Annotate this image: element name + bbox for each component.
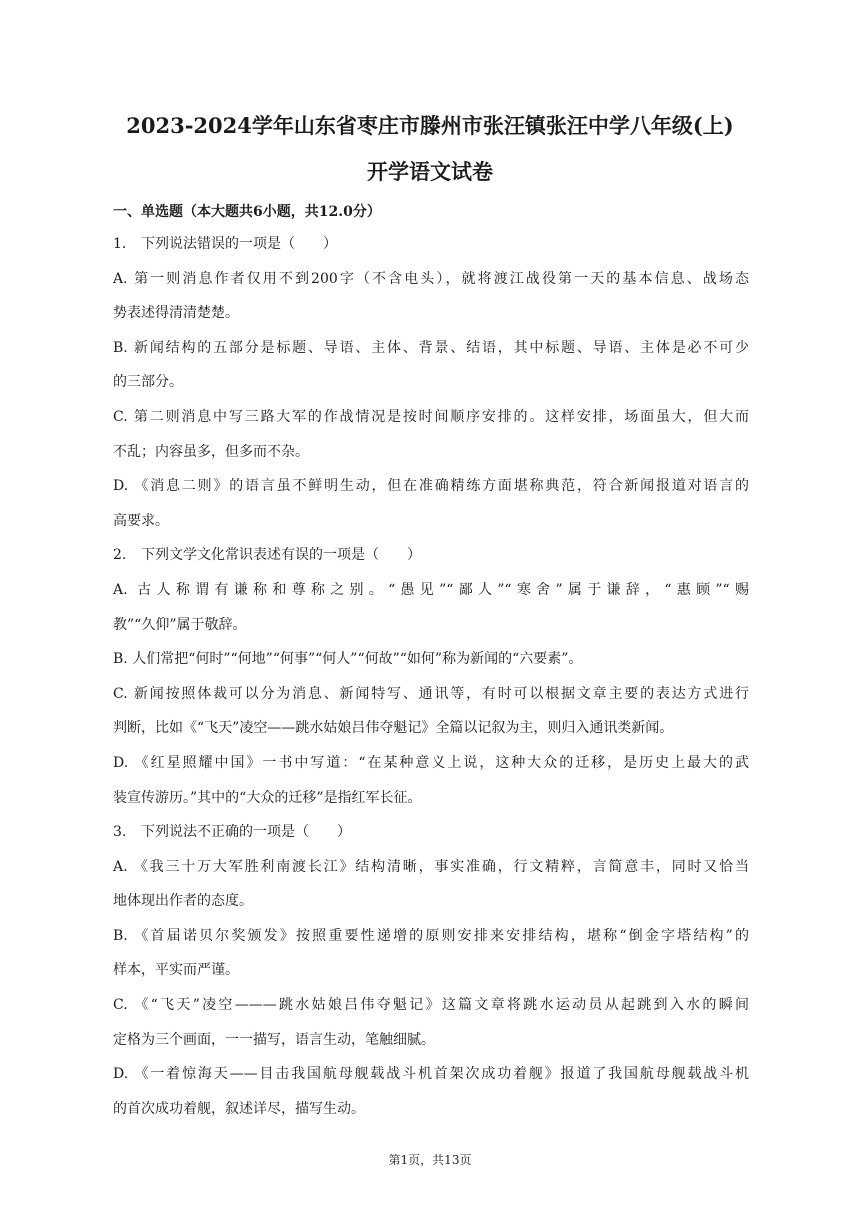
option-line: 的三部分。 [113, 374, 183, 391]
page-footer: 第1页，共13页 [388, 1153, 472, 1167]
option-line: C. 新闻按照体裁可以分为消息、新闻特写、通讯等，有时可以根据文章主要的表达方式进行 [113, 685, 749, 702]
option-line: D. 《消息二则》的语言虽不鲜明生动，但在准确精练方面堪称典范，符合新闻报道对语言的 [113, 478, 749, 495]
option-line: B. 人们常把“何时”“何地”“何事”“何人”“何故”“如何”称为新闻的“六要素”。 [113, 651, 583, 668]
option-line: D. 《红星照耀中国》一书中写道：“在某种意义上说，这种大众的迁移，是历史上最大的武 [113, 754, 749, 771]
option-line: A. 第一则消息作者仅用不到200字（不含电头），就将渡江战役第一天的基本信息、战场态 [113, 270, 749, 287]
option-line: B. 新闻结构的五部分是标题、导语、主体、背景、结语，其中标题、导语、主体是必不可少 [113, 339, 749, 356]
option-line: 不乱；内容虽多，但多而不杂。 [113, 443, 309, 460]
option-line: 装宣传游历。”其中的“大众的迁移”是指红军长征。 [113, 789, 422, 806]
option-line: C. 《“飞天”凌空———跳水姑娘吕伟夺魁记》这篇文章将跳水运动员从起跳到入水的瞬间 [113, 997, 749, 1014]
option-line: 判断，比如《“飞天”凌空——跳水姑娘吕伟夺魁记》全篇以记叙为主，则归入通讯类新闻。 [113, 720, 674, 737]
exam-title-line-1: 2023-2024学年山东省枣庄市滕州市张汪镇张汪中学八年级(上) [126, 113, 734, 138]
option-line: 高要求。 [113, 512, 169, 529]
question-stem [113, 234, 749, 269]
option-line: D. 《一着惊海天——目击我国航母舰载战斗机首架次成功着舰》报道了我国航母舰载战斗机 [113, 1066, 749, 1083]
option-line: B. 《首届诺贝尔奖颁发》按照重要性递增的原则安排来安排结构，堪称“倒金字塔结构”的 [113, 927, 749, 944]
option-line: 势表述得清清楚楚。 [113, 305, 239, 322]
option-line: A. 《我三十万大军胜利南渡长江》结构清晰，事实准确，行文精粹，言简意丰，同时又恰当 [113, 858, 749, 875]
option-line: 地体现出作者的态度。 [113, 893, 253, 910]
question-stem-text: 下列说法不正确的一项是（ ） [141, 824, 351, 841]
option-line: C. 第二则消息中写三路大军的作战情况是按时间顺序安排的。这样安排，场面虽大，但大而 [113, 408, 749, 425]
question-list [113, 234, 749, 1133]
question-number: 1. [113, 236, 127, 252]
question-stem [113, 822, 749, 857]
option-line: 定格为三个画面，一一描写，语言生动，笔触细腻。 [113, 1031, 435, 1048]
question-number: 2. [113, 547, 127, 564]
exam-title-line-2: 开学语文试卷 [367, 159, 493, 184]
option-line: 教”“久仰”属于敬辞。 [113, 616, 247, 633]
section-heading: 一、单选题（本大题共6小题，共12.0分） [113, 204, 381, 220]
option-line: 样本，平实而严谨。 [113, 962, 239, 979]
question-stem-text: 下列文学文化常识表述有误的一项是（ ） [141, 547, 421, 564]
question-number: 3. [113, 824, 127, 841]
question-stem [113, 545, 749, 580]
option-line: 的首次成功着舰，叙述详尽，描写生动。 [113, 1100, 365, 1117]
option-line: A. 古人称谓有谦称和尊称之别。“愚见”“鄙人”“寒舍”属于谦辞，“惠顾”“赐 [113, 581, 749, 598]
question-stem-text: 下列说法错误的一项是（ ） [141, 236, 337, 252]
